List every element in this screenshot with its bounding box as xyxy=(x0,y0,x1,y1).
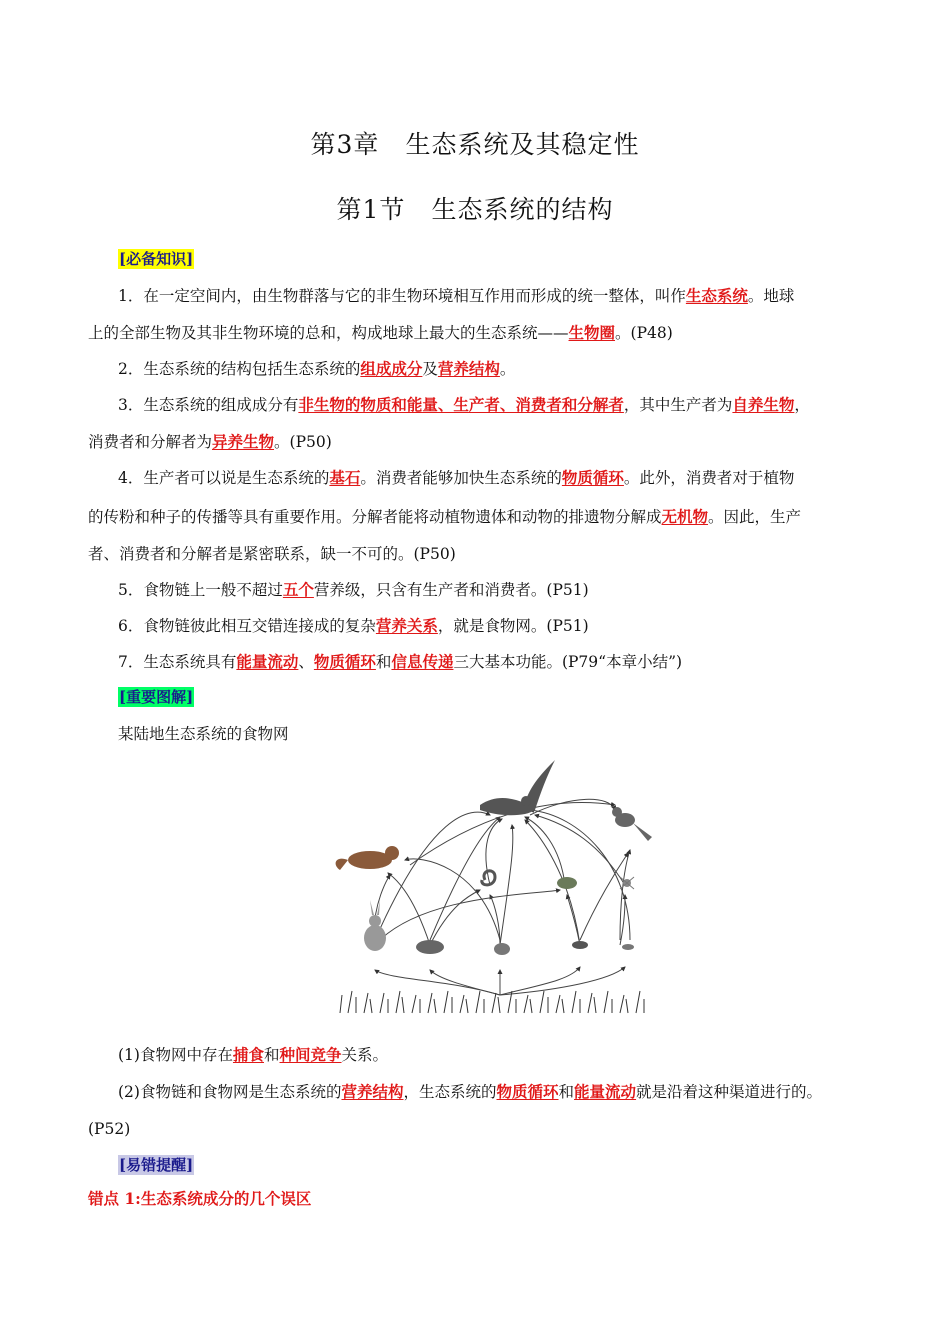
text-span: 就是沿着这种渠道进行的。 xyxy=(636,1083,823,1101)
keyword: 五个 xyxy=(282,580,314,599)
keyword: 物质循环 xyxy=(496,1082,559,1101)
text-span: 。(P50) xyxy=(274,433,332,451)
keyword: 营养结构 xyxy=(341,1082,404,1101)
keyword: 种间竞争 xyxy=(279,1045,342,1064)
text-span: 和 xyxy=(263,1046,280,1064)
eagle-icon xyxy=(480,760,555,815)
text-span: 关系。 xyxy=(341,1046,389,1064)
note-1 xyxy=(118,1045,898,1065)
fox-icon xyxy=(336,846,399,870)
text-span: 。地球 xyxy=(747,287,795,305)
small-bird-icon xyxy=(572,941,588,949)
keyword: 物质循环 xyxy=(561,468,624,487)
text-span: 生态系统及其稳定性 xyxy=(405,130,640,159)
text-span: 生态系统的结构 xyxy=(431,195,614,224)
keyword: 能量流动 xyxy=(574,1082,637,1101)
item-1-line-2 xyxy=(88,323,868,343)
keyword: 非生物的物质和能量、生产者、消费者和分解者 xyxy=(298,395,624,414)
key-diagram-heading xyxy=(118,687,898,707)
keyword: 组成成分 xyxy=(360,359,423,378)
text-span: 者、消费者和分解者是紧密联系，缺一不可的。(P50) xyxy=(88,545,456,563)
text-span: 消费者和分解者为 xyxy=(88,433,213,451)
mistakes-heading xyxy=(118,1155,898,1175)
item-7 xyxy=(118,652,898,672)
mouse-icon xyxy=(494,943,510,955)
note-2-line-1 xyxy=(118,1082,898,1102)
food-web-illustration xyxy=(330,755,660,1020)
magpie-icon xyxy=(612,807,652,841)
item-3-line-2 xyxy=(88,432,868,452)
text-span: 某陆地生态系统的食物网 xyxy=(118,725,289,743)
error-point-heading xyxy=(88,1189,868,1209)
chapter-title xyxy=(0,125,950,161)
item-4-line-2 xyxy=(88,507,868,527)
keyword: 生物圈 xyxy=(568,323,616,342)
item-6 xyxy=(118,616,898,636)
text-span: 及 xyxy=(422,360,438,378)
keyword: 异养生物 xyxy=(212,432,275,451)
rodent-icon xyxy=(416,940,444,954)
text-span: 。此外，消费者对于植物 xyxy=(623,469,795,487)
text-span: 3．生态系统的组成成分有 xyxy=(118,396,299,414)
keyword: 信息传递 xyxy=(391,652,454,671)
keyword: 生态系统 xyxy=(685,286,748,305)
must-know-tag: [必备知识] xyxy=(119,250,194,268)
text-span: 营养级，只含有生产者和消费者。(P51) xyxy=(313,581,589,599)
keyword: 能量流动 xyxy=(236,652,299,671)
text-span: 第3章 xyxy=(310,130,380,159)
text-span: 。(P48) xyxy=(615,324,673,342)
text-span: ，就是食物网。(P51) xyxy=(437,617,589,635)
text-span: 错点 1:生态系统成分的几个误区 xyxy=(88,1189,312,1208)
text-span: 的传粉和种子的传播等具有重要作用。分解者能将动植物遗体和动物的排遗物分解成 xyxy=(88,508,662,526)
text-span: 和 xyxy=(375,653,392,671)
mistakes-tag: [易错提醒] xyxy=(119,1156,194,1174)
text-span: 7．生态系统具有 xyxy=(118,653,237,671)
text-span: 4．生产者可以说是生态系统的 xyxy=(118,469,330,487)
item-5 xyxy=(118,580,898,600)
text-span: 第1节 xyxy=(336,195,406,224)
note-2-line-2 xyxy=(88,1119,868,1139)
text-span: 上的全部生物及其非生物环境的总和，构成地球上最大的生态系统—— xyxy=(88,324,569,342)
keyword: 无机物 xyxy=(661,507,709,526)
section-title xyxy=(0,190,950,226)
must-know-heading xyxy=(118,249,898,269)
keyword: 基石 xyxy=(329,468,361,487)
item-1-line-1 xyxy=(118,286,898,306)
text-span: ，其中生产者为 xyxy=(623,396,733,414)
text-span: 2．生态系统的结构包括生态系统的 xyxy=(118,360,361,378)
text-span: 、 xyxy=(298,653,314,671)
text-span: ，生态系统的 xyxy=(403,1083,497,1101)
key-diagram-tag: [重要图解] xyxy=(119,688,194,706)
frog-icon xyxy=(557,877,577,889)
text-span: (P52) xyxy=(88,1120,131,1138)
text-span: 和 xyxy=(558,1083,575,1101)
text-span: 。消费者能够加快生态系统的 xyxy=(360,469,562,487)
text-span: 5．食物链上一般不超过 xyxy=(118,581,283,599)
grass-icon xyxy=(340,991,644,1013)
text-span: 6．食物链彼此相互交错连接成的复杂 xyxy=(118,617,376,635)
text-span: 1．在一定空间内，由生物群落与它的非生物环境相互作用而形成的统一整体，叫作 xyxy=(118,287,686,305)
text-span: 三大基本功能。(P79“本章小结”) xyxy=(453,653,683,671)
item-2 xyxy=(118,359,898,379)
keyword: 自养生物 xyxy=(732,395,795,414)
keyword: 物质循环 xyxy=(313,652,376,671)
item-4-line-3 xyxy=(88,544,868,564)
keyword: 营养结构 xyxy=(437,359,500,378)
figure-caption xyxy=(118,724,898,744)
text-span: ， xyxy=(794,396,810,414)
item-4-line-1 xyxy=(118,468,898,488)
spider-icon xyxy=(620,877,634,889)
text-span: 。 xyxy=(499,360,516,378)
text-span: 。因此，生产 xyxy=(708,508,802,526)
text-span: (1)食物网中存在 xyxy=(118,1046,233,1064)
text-span: (2)食物链和食物网是生态系统的 xyxy=(118,1083,342,1101)
keyword: 捕食 xyxy=(232,1045,264,1064)
rabbit-icon xyxy=(364,900,386,951)
insect-icon xyxy=(622,944,634,950)
keyword: 营养关系 xyxy=(375,616,438,635)
item-3-line-1 xyxy=(118,395,898,415)
